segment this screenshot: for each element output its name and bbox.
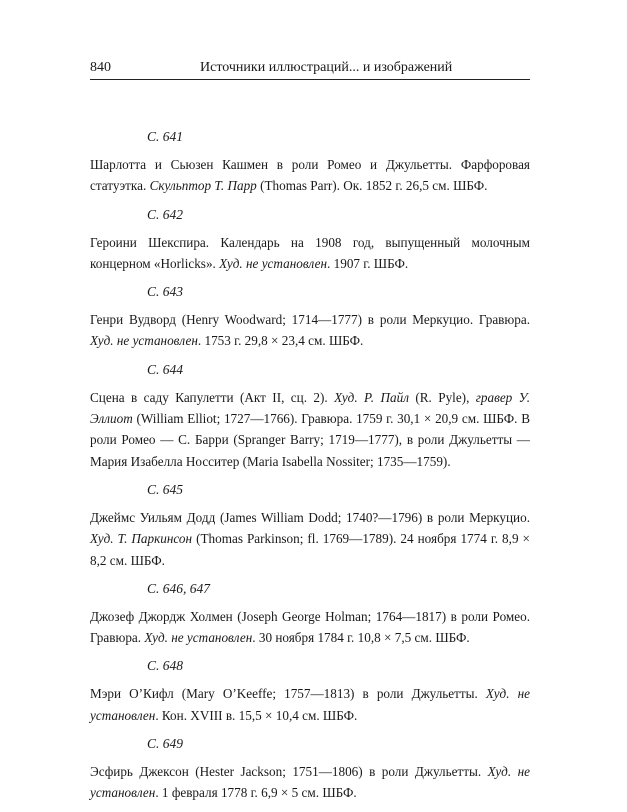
source-entry (90, 205, 530, 275)
source-entry (90, 360, 530, 472)
page-reference: С. 641 (147, 129, 184, 144)
description-text: . 1 февраля 1778 г. 6,9 × 5 см. ШБФ. (155, 785, 357, 801)
page-reference: С. 649 (147, 736, 184, 752)
entry-description (90, 683, 530, 726)
attribution-italic: Худ. Р. Пайл (334, 389, 409, 405)
running-title: Источники иллюстраций... и изображений (200, 60, 453, 75)
page-reference: С. 645 (147, 481, 184, 497)
entry-description (90, 606, 530, 649)
description-text: (Thomas Parr). Ок. 1852 г. 26,5 см. ШБФ. (256, 178, 488, 194)
attribution-italic: Худ. не установлен (90, 333, 198, 349)
illustration-sources-list (90, 127, 530, 812)
attribution-italic: Худ. не установлен (90, 686, 530, 723)
attribution-italic: Скульптор Т. Парр (149, 178, 257, 194)
attribution-italic: Худ. не установлен (144, 630, 253, 646)
source-entry (90, 734, 530, 804)
description-text: Героини Шекспира. Календарь на 1908 год, выпущенный молочным концерном «Horlicks». (90, 234, 530, 271)
entry-description (90, 761, 530, 804)
attribution-italic: гравер У. Эллиот (90, 389, 531, 427)
source-entry (90, 282, 530, 352)
description-text: Сцена в саду Капулетти (Акт II, сц. 2). (90, 389, 335, 405)
description-text: Эсфирь Джексон (Hester Jackson; 1751—1806) в роли Джульетты. (90, 764, 488, 780)
description-text: . Кон. XVIII в. 15,5 × 10,4 см. ШБФ. (155, 707, 358, 723)
page-reference: С. 648 (147, 658, 184, 674)
description-text: (Thomas Parkinson; fl. 1769—1789). 24 ноября 1774 г. 8,9 × 8,2 см. ШБФ. (90, 531, 530, 568)
page-reference: С. 644 (147, 361, 184, 377)
description-text: . 30 ноября 1784 г. 10,8 × 7,5 см. ШБФ. (252, 630, 470, 646)
description-text: (William Elliot; 1727—1766). Гравюра. 1759 г. 30,1 × 20,9 см. ШБФ. В роли Ромео — С. Барри (Spranger Barry; 1719—1777), в роли Джульетты — Мария Изабелла Носситер (Maria Isabella Nossiter; 1735—1759). (90, 411, 530, 469)
attribution-italic: Худ. Т. Паркинсон (90, 531, 193, 547)
source-entry (90, 480, 530, 571)
entry-description (90, 154, 530, 197)
description-text: . 1753 г. 29,8 × 23,4 см. ШБФ. (197, 333, 364, 349)
entry-description (90, 507, 530, 571)
description-text: . 1907 г. ШБФ. (327, 255, 409, 271)
description-text: Мэри О’Кифл (Mary O’Keeffe; 1757—1813) в роли Джульетты. (90, 686, 486, 702)
source-entry (90, 579, 530, 649)
entry-description (90, 387, 530, 472)
page-reference: С. 646, 647 (147, 580, 211, 596)
entry-description (90, 232, 530, 275)
page-reference: С. 642 (147, 206, 184, 222)
attribution-italic: Худ. не установлен (219, 255, 328, 271)
description-text: Джеймс Уильям Додд (James William Dodd; 1740?—1796) в роли Меркуцио. (90, 509, 530, 525)
source-entry (90, 656, 530, 726)
attribution-italic: Худ. не установлен (90, 764, 530, 801)
page-number: 840 (90, 60, 111, 75)
description-text: (R. Pyle), (408, 389, 476, 405)
source-entry (90, 127, 530, 197)
page-reference: С. 643 (147, 284, 184, 300)
description-text: Джозеф Джордж Холмен (Joseph George Holman; 1764—1817) в роли Ромео. Гравюра. (90, 608, 530, 646)
description-text: Шарлотта и Сьюзен Кашмен в роли Ромео и Джульетты. Фарфоровая статуэтка. (90, 157, 530, 194)
header-rule (90, 79, 530, 80)
entry-description (90, 309, 530, 352)
description-text: Генри Вудворд (Henry Woodward; 1714—1777) в роли Меркуцио. Гравюра. (90, 312, 530, 328)
